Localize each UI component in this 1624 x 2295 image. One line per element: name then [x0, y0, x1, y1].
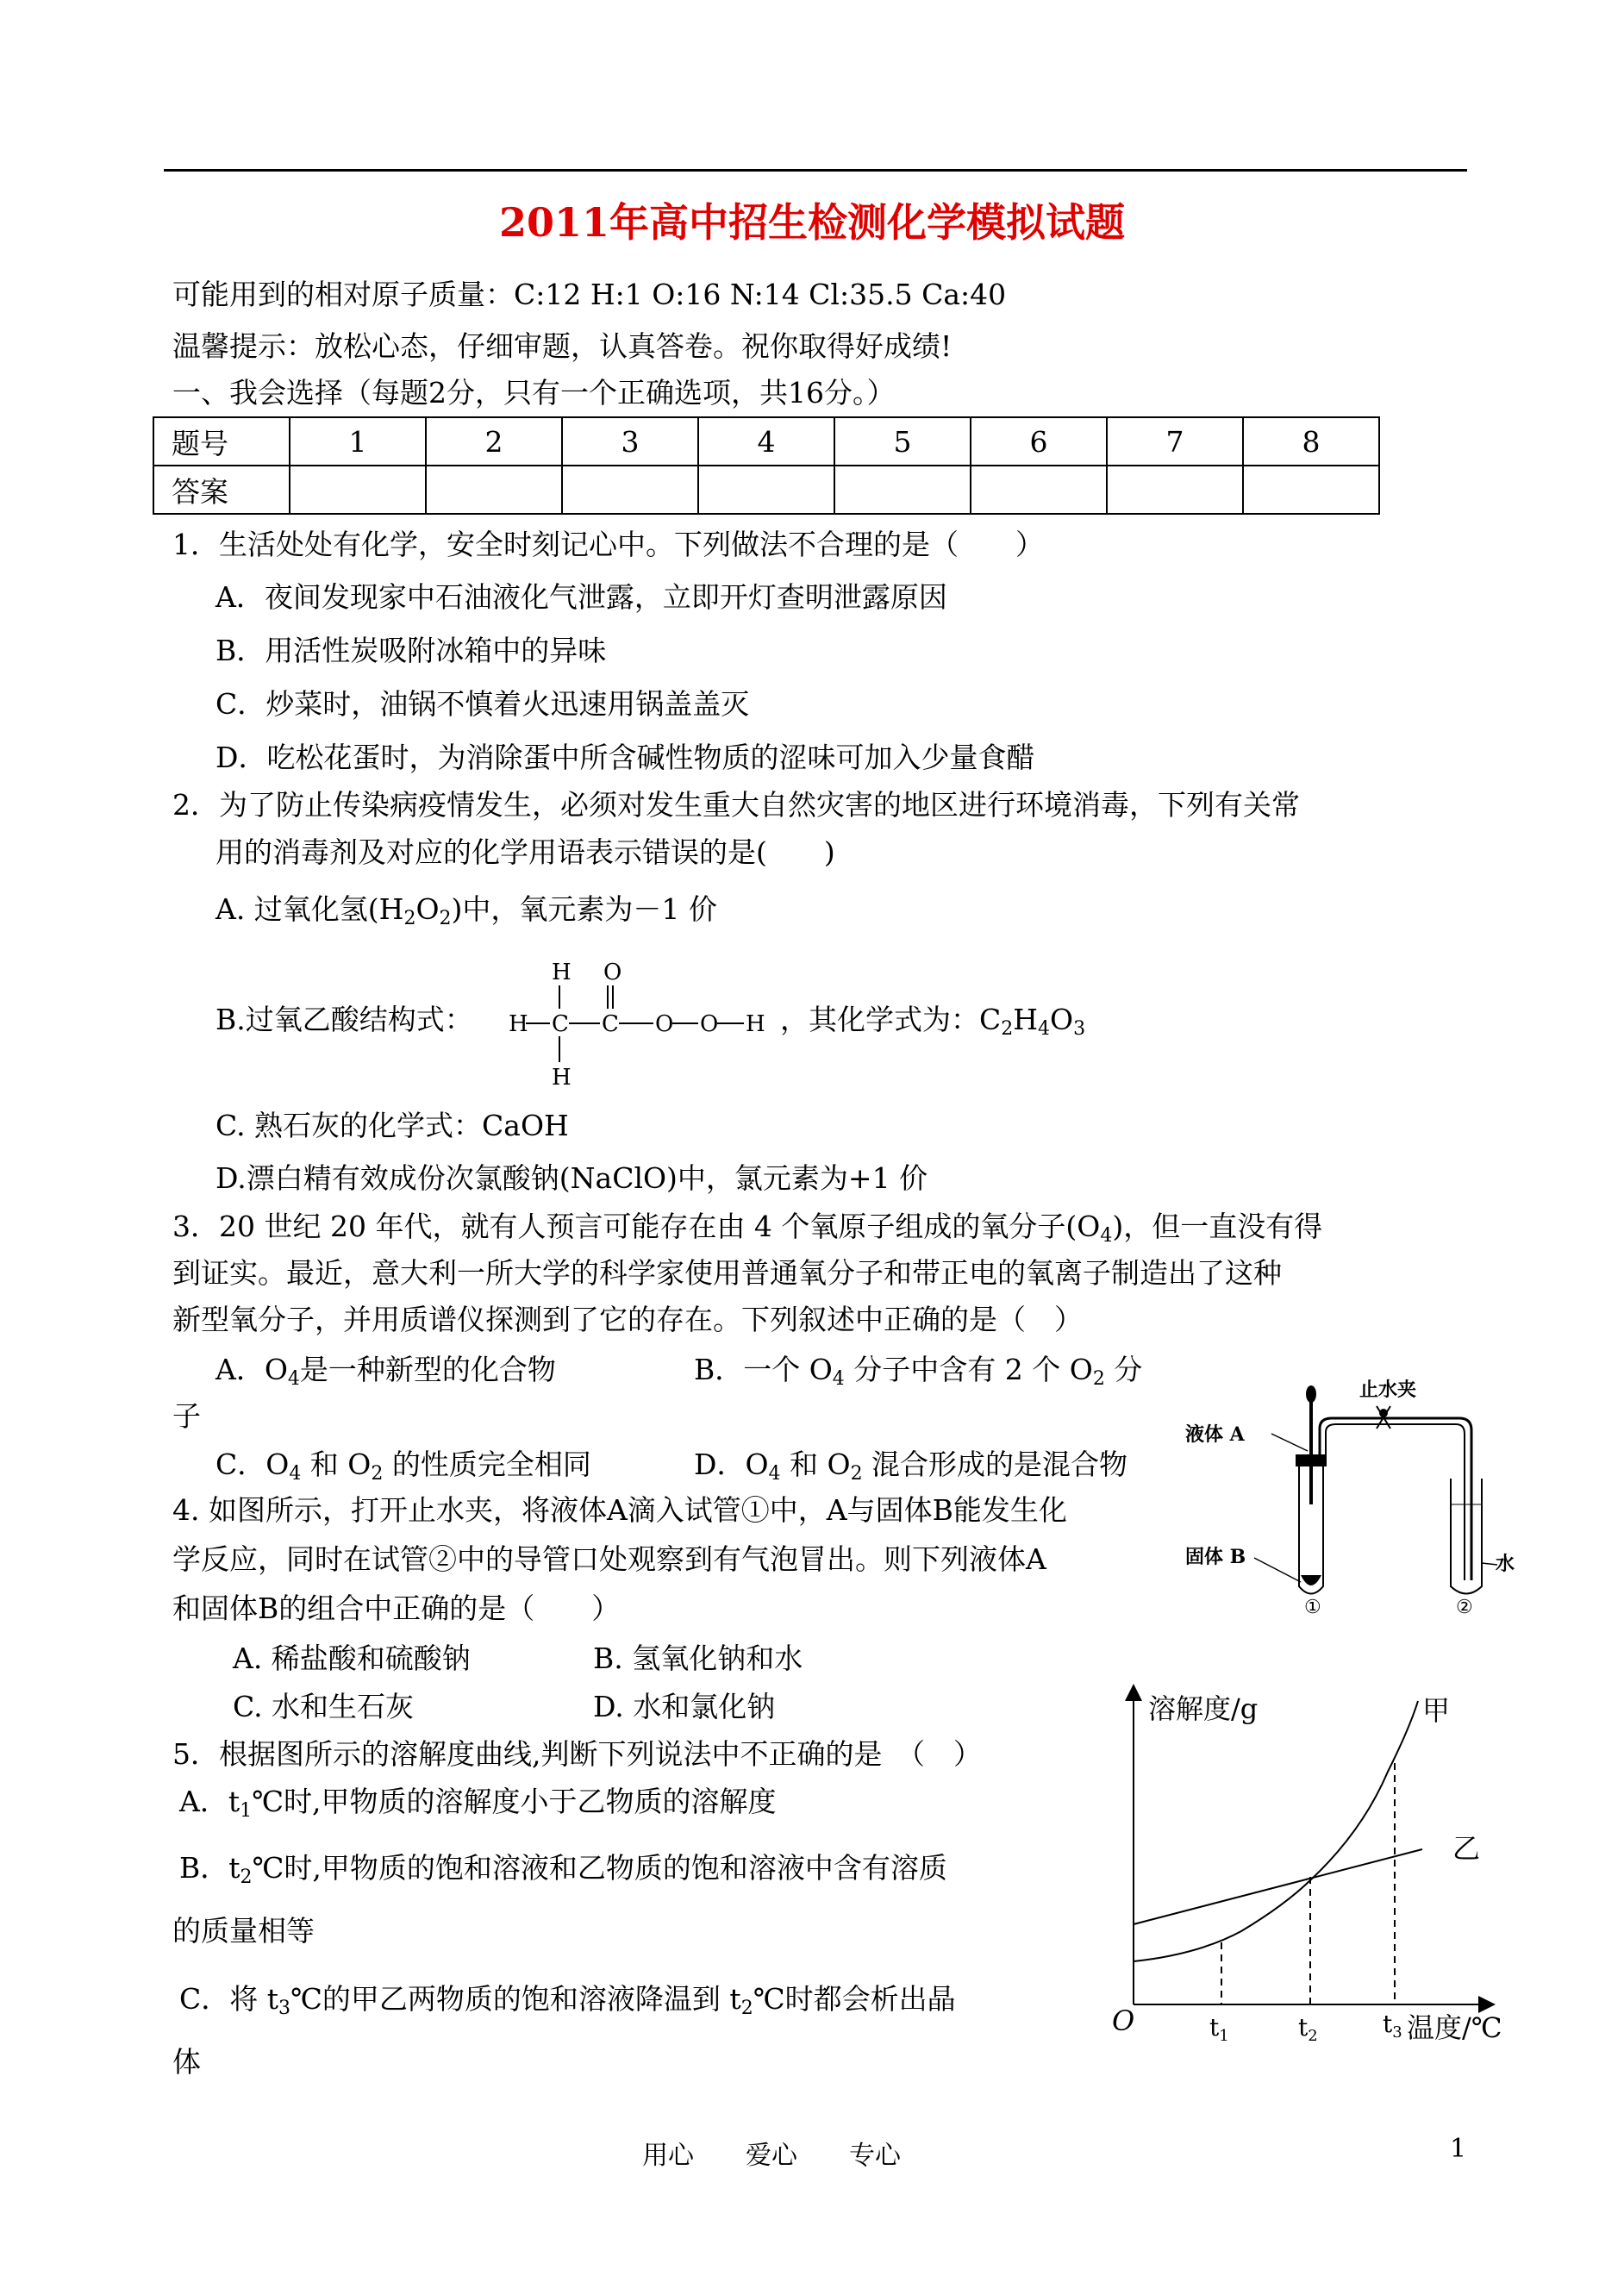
q3-stem-line3: 新型氧分子，并用质谱仪探测到了它的存在。下列叙述中正确的是（ ）	[172, 1303, 1083, 1336]
table-cell-number: 5	[834, 417, 971, 466]
q1-stem: 1．生活处处有化学，安全时刻记心中。下列做法不合理的是（ ）	[172, 528, 1044, 561]
q3-option-b: B．一个 $O_4$ 分子中含有 2 个 $O_2$ 分	[694, 1353, 1143, 1390]
table-cell-number: 6	[971, 417, 1107, 466]
q4-option-b: B. 氢氧化钠和水	[593, 1642, 803, 1675]
q5-option-c: C．将 $t_3℃$的甲乙两物质的饱和溶液降温到 $t_2℃$时都会析出晶	[179, 1982, 956, 2019]
q2-option-a: A. 过氧化氢$(H_2O_2)$中，氧元素为－1 价	[215, 892, 717, 929]
answer-cell[interactable]	[834, 466, 971, 514]
q4-option-a: A. 稀盐酸和硫酸钠	[233, 1642, 471, 1675]
table-row	[153, 417, 1379, 466]
q4-option-c: C. 水和生石灰	[233, 1690, 415, 1723]
answer-cell[interactable]	[971, 466, 1107, 514]
svg-text:H: H	[509, 1011, 528, 1037]
answer-cell[interactable]	[562, 466, 698, 514]
table-cell-number: 8	[1243, 417, 1379, 466]
q2-option-b-label: B.过氧乙酸结构式：	[215, 1003, 473, 1036]
q5-option-b-wrap: 的质量相等	[172, 1914, 315, 1948]
atomic-masses: 可能用到的相对原子质量：C:12 H:1 O:16 N:14 Cl:35.5 Ca:40	[172, 278, 1007, 311]
chart-legend-yi: 乙	[1452, 1832, 1481, 1865]
tube1-label: ①	[1304, 1597, 1321, 1617]
q2-stem-line1: 2．为了防止传染病疫情发生，必须对发生重大自然灾害的地区进行环境消毒，下列有关常	[172, 788, 1300, 822]
q2-stem-line2: 用的消毒剂及对应的化学用语表示错误的是( )	[215, 835, 835, 869]
q3-stem-line1: 3．20 世纪 20 年代，就有人预言可能存在由 4 个氧原子组成的氧分子$(O_4)$，但一直没有得	[172, 1210, 1323, 1247]
answer-cell[interactable]	[1107, 466, 1243, 514]
answer-table	[153, 416, 1380, 515]
q3-option-d: D．$O_4$ 和 $O_2$ 混合形成的是混合物	[694, 1448, 1128, 1485]
chart-tick-t3: $t_3$	[1383, 2010, 1402, 2042]
q2-option-b-formula: ，其化学式为：$C_2H_4O_3$	[780, 1003, 1086, 1040]
peracetic-acid-structure	[500, 955, 776, 1093]
liquid-a-label: 液体 A	[1185, 1423, 1245, 1446]
svg-text:O: O	[603, 960, 622, 985]
q2-option-d: D.漂白精有效成份次氯酸钠(NaClO)中，氯元素为+1 价	[215, 1161, 928, 1195]
chart-series-jia	[1134, 1701, 1418, 1961]
svg-text:H: H	[746, 1011, 765, 1037]
chart-xlabel: 温度/℃	[1407, 2011, 1502, 2044]
q4-option-d: D. 水和氯化钠	[593, 1690, 776, 1723]
header-rule	[164, 169, 1467, 172]
answer-cell[interactable]	[290, 466, 426, 514]
svg-text:H: H	[552, 1065, 572, 1091]
footer-motto: 用心 爱心 专心	[642, 2141, 901, 2171]
q1-option-d: D．吃松花蛋时，为消除蛋中所含碱性物质的涩味可加入少量食醋	[215, 741, 1035, 774]
answer-cell[interactable]	[1243, 466, 1379, 514]
q1-option-b: B．用活性炭吸附冰箱中的异味	[215, 634, 607, 667]
q1-option-c: C．炒菜时，油锅不慎着火迅速用锅盖盖灭	[215, 687, 750, 721]
q5-option-a: A．$t_1℃$时,甲物质的溶解度小于乙物质的溶解度	[179, 1785, 777, 1822]
table-cell-number: 3	[562, 417, 698, 466]
q3-option-b-wrap: 子	[172, 1399, 201, 1433]
svg-text:C: C	[552, 1011, 569, 1037]
table-cell-number: 4	[698, 417, 834, 466]
chart-legend-jia: 甲	[1422, 1694, 1451, 1727]
table-header-answer: 答案	[153, 466, 290, 514]
table-header-number: 题号	[153, 417, 290, 466]
answer-cell[interactable]	[426, 466, 562, 514]
q4-stem-line1: 4. 如图所示，打开止水夹，将液体A滴入试管①中，A与固体B能发生化	[172, 1493, 1067, 1527]
table-cell-number: 2	[426, 417, 562, 466]
svg-text:H: H	[552, 960, 572, 985]
tip-text: 温馨提示：放松心态，仔细审题，认真答卷。祝你取得好成绩!	[172, 329, 953, 363]
chart-tick-t2: $t_2$	[1298, 2013, 1318, 2045]
apparatus-figure	[1185, 1375, 1530, 1617]
q1-option-a: A．夜间发现家中石油液化气泄露，立即开灯查明泄露原因	[215, 580, 947, 614]
svg-text:O: O	[655, 1011, 674, 1037]
q3-option-c: C．$O_4$ 和 $O_2$ 的性质完全相同	[215, 1448, 591, 1485]
water-label: 水	[1496, 1553, 1515, 1575]
q4-stem-line2: 学反应，同时在试管②中的导管口处观察到有气泡冒出。则下列液体A	[172, 1542, 1046, 1576]
q5-option-b: B．$t_2℃$时,甲物质的饱和溶液和乙物质的饱和溶液中含有溶质	[179, 1851, 947, 1888]
solubility-chart	[1112, 1677, 1526, 2056]
table-cell-number: 1	[290, 417, 426, 466]
chart-ylabel: 溶解度/g	[1148, 1692, 1259, 1725]
chart-origin: O	[1112, 2004, 1135, 2037]
clamp-label: 止水夹	[1359, 1379, 1417, 1401]
solid-b-label: 固体 B	[1185, 1546, 1246, 1568]
q4-stem-line3: 和固体B的组合中正确的是（ ）	[172, 1591, 621, 1625]
page-number: 1	[1450, 2134, 1467, 2164]
chart-tick-t1: $t_1$	[1209, 2013, 1229, 2045]
q2-option-c: C. 熟石灰的化学式：CaOH	[215, 1109, 569, 1142]
q5-option-c-wrap: 体	[172, 2045, 201, 2079]
tube2-label: ②	[1456, 1597, 1473, 1617]
q3-option-a: A．$O_4$是一种新型的化合物	[215, 1353, 556, 1390]
svg-text:C: C	[602, 1011, 619, 1037]
q5-stem: 5．根据图所示的溶解度曲线,判断下列说法中不正确的是 （ ）	[172, 1737, 982, 1771]
chart-series-yi	[1134, 1849, 1422, 1924]
section-heading: 一、我会选择（每题2分，只有一个正确选项，共16分。）	[172, 376, 896, 410]
table-row	[153, 466, 1379, 514]
answer-cell[interactable]	[698, 466, 834, 514]
svg-text:O: O	[700, 1011, 719, 1037]
page-title: 2011年高中招生检测化学模拟试题	[498, 199, 1126, 246]
q3-stem-line2: 到证实。最近，意大利一所大学的科学家使用普通氧分子和带正电的氧离子制造出了这种	[172, 1256, 1282, 1290]
table-cell-number: 7	[1107, 417, 1243, 466]
